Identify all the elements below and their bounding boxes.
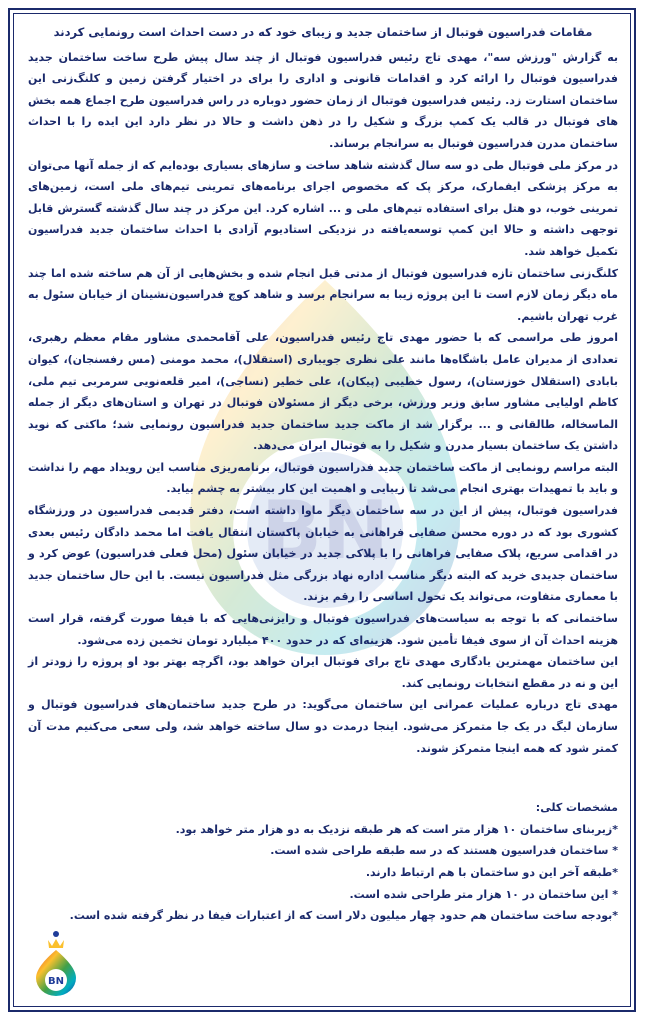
paragraph: این ساختمان مهمترین یادگاری مهدی تاج برای فوتبال ایران خواهد بود، اگرچه بهتر بود او پروژه را زودتر از این و نه در مقطع انتخابات رونمایی کند. (28, 655, 618, 690)
paragraph: امروز طی مراسمی که با حضور مهدی تاج رئیس فدراسیون، علی آقامحمدی مشاور مقام معظم رهبری، تعدادی از مدیران عامل باشگاه‌ها مانند علی نظری جویباری (استقلال)، محمد مومنی (مس رفسنجان)، کیوان بابادی (استقلال خوزستان)، رسول خطیبی (پیکان)، علی خطیر (نساجی)، امیر قلعه‌نویی سرمربی تیم ملی، کاظم اولیایی مشاور سابق وزیر ورزش، برخی دیگر از مسئولان فوتبال در تهران و استان‌های دیگر از جمله الماسخاله، طالقانی و ... برگزار شد از ماکت جدید ساختمان جدید فدراسیون رونمایی شد؛ ماکتی که نوید داشتن یک ساختمان بسیار مدرن و شکیل را به فوتبال ایران می‌دهد. (28, 331, 618, 453)
paragraph: در مرکز ملی فوتبال طی دو سه سال گذشته شاهد ساخت و سازهای بسیاری بوده‌ایم که از جمله آنها می‌توان به مرکز پزشکی ایفمارک، مرکز پک که مخصوص اجرای برنامه‌های تمرینی تیم‌های ملی است، زمین‌های تمرینی خوب، دو هتل برای استفاده تیم‌های ملی و ... اشاره کرد. این مرکز در چند سال گذشته گسترش قابل توجهی داشته و حالا این کمپ توسعه‌یافته در نزدیکی استادیوم آزادی با احداث ساختمان جدید فدراسیون تکمیل خواهد شد. (28, 158, 618, 258)
paragraph: البته مراسم رونمایی از ماکت ساختمان جدید فدراسیون فوتبال، برنامه‌ریزی مناسب این رویداد مهم را نداشت و باید با تمهیدات بهتری انجام می‌شد تا زیبایی و اهمیت این کار بیشتر به چشم بیاید. (28, 460, 618, 496)
paragraph: ساختمانی که با توجه به سیاست‌های فدراسیون فوتبال و رایزنی‌هایی که با فیفا صورت گرفته، قرار است هزینه احداث آن از سوی فیفا تأمین شود. هزینه‌ای که در حدود ۴۰۰ میلیارد تومان تخمین زده می‌شود. (28, 612, 618, 647)
svg-text:BN: BN (261, 484, 389, 577)
spec-item: * ساختمان فدراسیون هستند که در سه طبقه طراحی شده است. (270, 844, 618, 858)
paragraph: کلنگ‌زنی ساختمان تازه فدراسیون فوتبال از مدتی قبل انجام شده و بخش‌هایی از آن هم ساخته شده اما چند ماه دیگر زمان لازم است تا این پروژه زیبا به سرانجام برسد و شاهد کوچ فدراسیون‌نشینان از خیابان سئول به غرب تهران باشیم. (28, 266, 618, 323)
logo-text: BN (48, 976, 64, 987)
spec-item: * این ساختمان در ۱۰ هزار متر طراحی شده است. (349, 887, 618, 901)
article-title: مقامات فدراسیون فوتبال از ساختمان جدید و زیبای خود که در دست احداث است رونمایی کردند (53, 25, 593, 39)
paragraph: فدراسیون فوتبال، پیش از این در سه ساختمان دیگر ماوا داشته است، دفتر قدیمی فدراسیون در ورزشگاه کشوری بود که در دوره محسن صفایی فراهانی به خیابان پاکستان انتقال یافت اما محمد دادگان رئیس بعدی در اقدامی سریع، پلاک صفایی فراهانی را با پلاکی جدید در خیابان سئول (محل فعلی فدراسیون) عوض کرد و ساختمان جدیدی خرید که البته دیگر مناسب اداره نهاد بزرگی مثل فدراسیون نیست. با این حال ساختمان جدید با معماری متفاوت، می‌تواند یک تحول اساسی را رقم بزند. (28, 504, 618, 604)
bn-logo-icon (32, 928, 80, 998)
article-body (28, 22, 618, 927)
document-frame (8, 8, 636, 1012)
specs-section (28, 797, 618, 927)
paragraph: مهدی تاج درباره عملیات عمرانی این ساختمان می‌گوید: در طرح جدید ساختمان‌های فدراسیون فوتبال و سازمان لیگ در یک جا متمرکز می‌شود. اینجا درمدت دو سال ساخته خواهد شد، ولی سعی می‌کنیم مدت آن کمتر شود که همه اینجا متمرکز شوند. (28, 698, 618, 755)
paragraph: به گزارش "ورزش سه"، مهدی تاج رئیس فدراسیون فوتبال از چند سال پیش طرح ساخت ساختمان جدید فدراسیون فوتبال را ارائه کرد و اقدامات قانونی و اداری را برای در اختیار گرفتن زمین و کلنگ‌زنی این ساختمان استارت زد. رئیس فدراسیون فوتبال از زمان حضور دوباره در راس فدراسیون طرح اجماع همه بخش های فوتبال در قالب یک کمپ بزرگ و شکیل را در ذهن داشت و حالا در نظر دارد این ایده را با احداث ساختمان مدرن فدراسیون فوتبال به سرانجام برساند. (28, 50, 618, 150)
spec-item: *طبقه آخر این دو ساختمان با هم ارتباط دارند. (365, 865, 618, 879)
specs-title: مشخصات کلی: (535, 801, 618, 815)
spec-item: *بودجه ساخت ساختمان هم حدود چهار میلیون دلار است که از اعتبارات فیفا در نظر گرفته شده است. (69, 909, 618, 923)
spec-item: *زیربنای ساختمان ۱۰ هزار متر است که هر طبقه نزدیک به دو هزار متر خواهد بود. (175, 822, 618, 836)
